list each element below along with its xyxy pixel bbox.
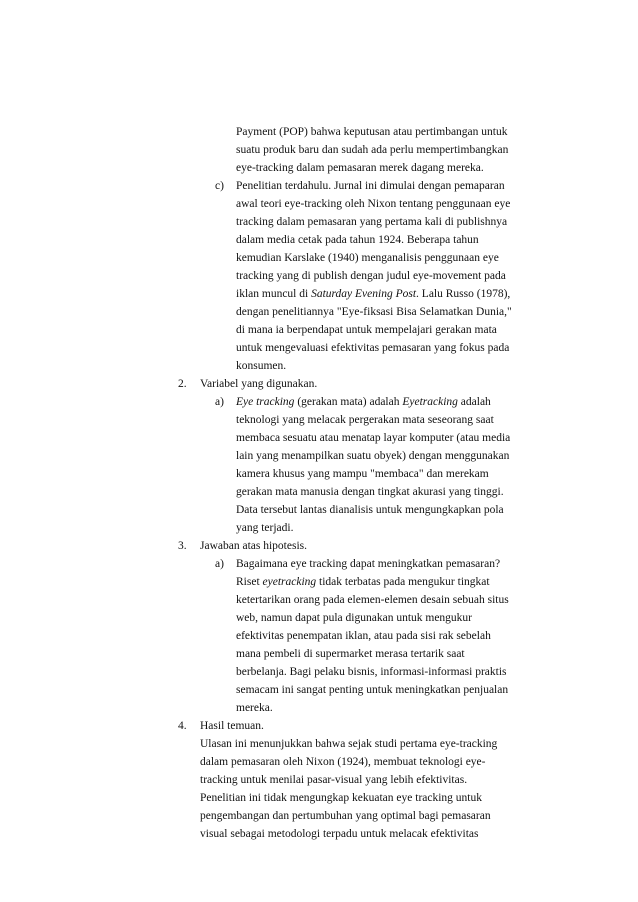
item-c-line: konsumen. bbox=[236, 360, 287, 372]
section-2-marker: 2. bbox=[178, 378, 187, 390]
section-2-item-a-line: kamera khusus yang mampu "membaca" dan merekam bbox=[236, 468, 489, 480]
item-c-line: kemudian Karslake (1940) menganalisis penggunaan eye bbox=[236, 252, 499, 264]
item-c-line: tracking dalam pemasaran yang pertama kali di publishnya bbox=[236, 216, 508, 228]
italic-term: Eye tracking bbox=[236, 396, 295, 408]
section-4-line: Ulasan ini menunjukkan bahwa sejak studi pertama eye-tracking bbox=[200, 738, 498, 750]
section-4-marker: 4. bbox=[178, 720, 187, 732]
text-span: . Lalu Russo (1978), bbox=[416, 288, 511, 300]
item-c-line: untuk mengevaluasi efektivitas pemasaran yang fokus pada bbox=[236, 342, 510, 354]
item-c-marker: c) bbox=[215, 180, 224, 192]
section-3-marker: 3. bbox=[178, 540, 187, 552]
item-c-line-with-italic bbox=[236, 285, 510, 304]
section-4-line: tracking untuk menilai pasar-visual yang lebih efektivitas. bbox=[200, 774, 468, 786]
item-c-line: awal teori eye-tracking oleh Nixon tentang penggunaan eye bbox=[236, 198, 511, 210]
text-span: iklan muncul di bbox=[236, 288, 312, 300]
section-3-item-a-line: semacam ini sangat penting untuk meningkatkan penjualan bbox=[236, 684, 509, 696]
item-c-line: tracking yang di publish dengan judul eye-movement pada bbox=[236, 270, 506, 282]
item-c-line: dengan penelitiannya "Eye-fiksasi Bisa Selamatkan Dunia," bbox=[236, 306, 512, 318]
item-c-line: Penelitian terdahulu. Jurnal ini dimulai dengan pemaparan bbox=[236, 180, 505, 192]
item-c-line: dalam media cetak pada tahun 1924. Beberapa tahun bbox=[236, 234, 479, 246]
continuation-line: suatu produk baru dan sudah ada perlu mempertimbangkan bbox=[236, 144, 509, 156]
section-2-item-a-line: yang terjadi. bbox=[236, 522, 294, 534]
section-2-item-a-marker: a) bbox=[215, 396, 224, 408]
section-2-item-a-line: lain yang menampilkan suatu obyek) dengan menggunakan bbox=[236, 450, 510, 462]
section-2-item-a-line bbox=[236, 393, 491, 412]
section-2-item-a-line: membaca sesuatu atau menatap layar komputer (atau media bbox=[236, 432, 511, 444]
continuation-line: eye-tracking dalam pemasaran merek dagang mereka. bbox=[236, 162, 484, 174]
text-span: Riset bbox=[236, 576, 263, 588]
text-span: tidak terbatas pada mengukur tingkat bbox=[316, 576, 490, 588]
section-2-item-a-line: teknologi yang melacak pergerakan mata seseorang saat bbox=[236, 414, 494, 426]
section-2-item-a-line: gerakan mata manusia dengan tingkat akurasi yang tinggi. bbox=[236, 486, 504, 498]
section-3-item-a-line: ketertarikan orang pada elemen-elemen desain sebuah situs bbox=[236, 594, 509, 606]
italic-title: Saturday Evening Post bbox=[311, 288, 417, 300]
section-3-item-a-line: berbelanja. Bagi pelaku bisnis, informasi-informasi praktis bbox=[236, 666, 507, 678]
section-3-item-a-line: Bagaimana eye tracking dapat meningkatkan pemasaran? bbox=[236, 558, 501, 570]
section-4-line: dalam pemasaran oleh Nixon (1924), membuat teknologi eye- bbox=[200, 756, 486, 768]
section-4-line: Penelitian ini tidak mengungkap kekuatan eye tracking untuk bbox=[200, 792, 482, 804]
section-3-item-a-line bbox=[236, 573, 490, 592]
italic-term: eyetracking bbox=[262, 576, 317, 588]
section-2-title: Variabel yang digunakan. bbox=[200, 378, 318, 390]
italic-term: Eyetracking bbox=[402, 396, 458, 408]
text-span: adalah bbox=[457, 396, 491, 408]
text-span: (gerakan mata) adalah bbox=[294, 396, 403, 408]
section-4-line: pengembangan dan pertumbuhan yang optimal bagi pemasaran bbox=[200, 810, 491, 822]
section-3-title: Jawaban atas hipotesis. bbox=[200, 540, 307, 552]
section-2-item-a-line: Data tersebut lantas dianalisis untuk mengungkapkan pola bbox=[236, 504, 504, 516]
continuation-line: Payment (POP) bahwa keputusan atau pertimbangan untuk bbox=[236, 126, 508, 138]
item-c-line: di mana ia berpendapat untuk mempelajari gerakan mata bbox=[236, 324, 497, 336]
section-3-item-a-marker: a) bbox=[215, 558, 224, 570]
section-3-item-a-line: efektivitas penempatan iklan, atau pada sisi rak sebelah bbox=[236, 630, 491, 642]
section-3-item-a-line: mana pembeli di supermarket merasa tertarik saat bbox=[236, 648, 465, 660]
section-4-line: visual sebagai metodologi terpadu untuk melacak efektivitas bbox=[200, 828, 479, 840]
section-4-title: Hasil temuan. bbox=[200, 720, 264, 732]
section-3-item-a-line: web, namun dapat pula digunakan untuk mengukur bbox=[236, 612, 473, 624]
section-3-item-a-line: mereka. bbox=[236, 702, 273, 714]
